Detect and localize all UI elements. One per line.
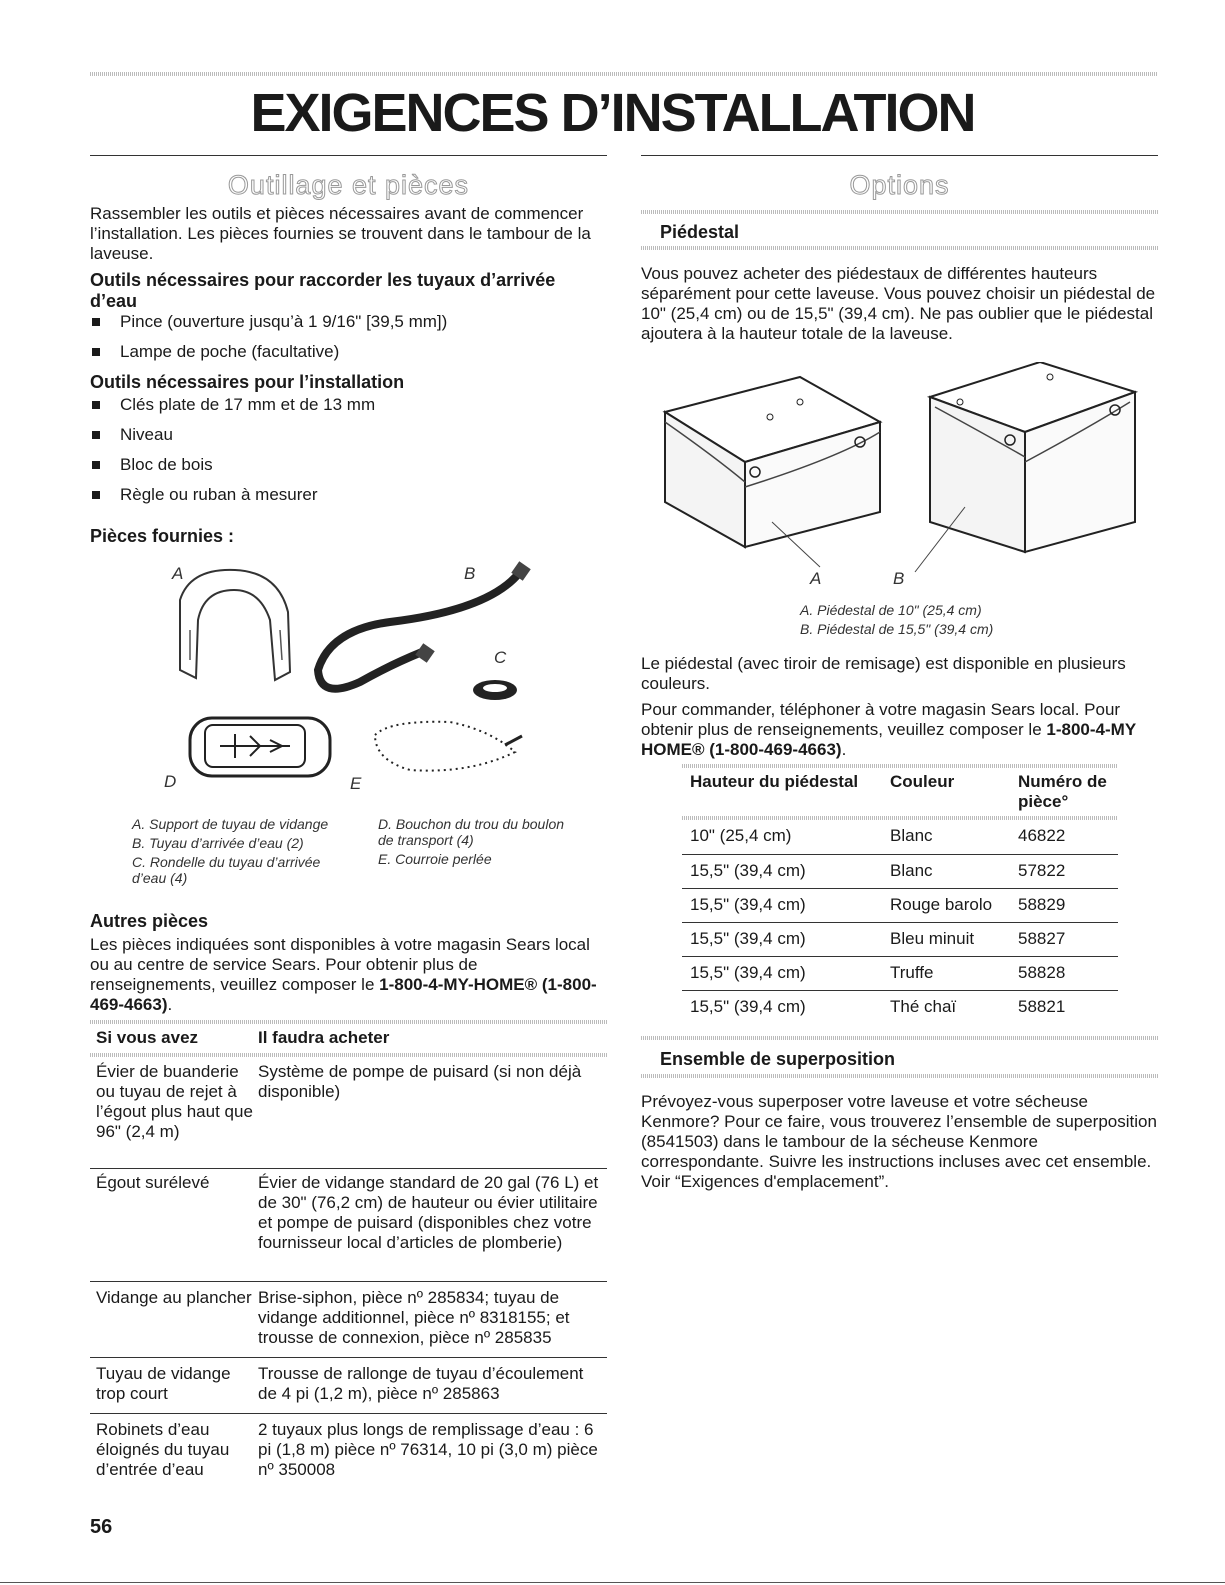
table-header: Il faudra acheter	[258, 1028, 390, 1047]
other-parts-body: Les pièces indiquées sont disponibles à votre magasin Sears local ou au centre de service Sears. Pour obtenir plus de renseignements, veuillez composer le	[90, 935, 590, 994]
pedestal-caption-a: A. Piédestal de 10" (25,4 cm)	[800, 602, 982, 618]
left-section-rule	[90, 155, 607, 156]
table-cell: 15,5" (39,4 cm)	[690, 962, 806, 982]
part-label-b: B	[464, 564, 476, 583]
table-cell: 2 tuyaux plus longs de remplissage d’eau : 6 pi (1,8 m) pièce nº 76314, 10 pi (3,0 m) pièce nº 350008	[258, 1419, 598, 1479]
pedestal-colors-text: Le piédestal (avec tiroir de remisage) est disponible en plusieurs couleurs.	[641, 654, 1126, 693]
table-row	[682, 956, 1118, 990]
right-section-title: Options	[849, 170, 950, 200]
top-hatch-rule	[90, 72, 1158, 76]
table-row	[682, 854, 1118, 888]
table-cell: Bleu minuit	[890, 928, 975, 948]
page-number: 56	[90, 1516, 113, 1538]
list-item: Pince (ouverture jusqu’à 1 9/16" [39,5 mm])	[90, 312, 607, 342]
pedestal-order-text	[641, 700, 1158, 760]
pedestal-hatch-top	[641, 210, 1158, 214]
table-row	[682, 888, 1118, 922]
table-cell: 58828	[1018, 962, 1066, 982]
table-header: Hauteur du piédestal	[690, 772, 859, 791]
table-cell: Truffe	[890, 962, 934, 982]
right-section-rule	[641, 155, 1158, 156]
table-cell: 15,5" (39,4 cm)	[690, 928, 806, 948]
table-cell: Rouge barolo	[890, 894, 993, 914]
table-row	[682, 820, 1118, 854]
left-table-hatch-top	[90, 1020, 607, 1024]
other-parts-heading: Autres pièces	[90, 911, 209, 931]
left-section-title: Outillage et pièces	[227, 170, 470, 200]
list-item: Niveau	[90, 425, 607, 455]
table-row	[90, 1168, 607, 1281]
other-parts-end: .	[167, 995, 173, 1014]
table-row	[682, 922, 1118, 956]
table-row	[90, 1058, 607, 1168]
caption: D. Bouchon du trou du boulon de transport (4)	[378, 816, 565, 848]
table-row	[90, 1413, 607, 1483]
table-cell: Thé chaï	[890, 996, 957, 1016]
tools-hose-list	[90, 312, 607, 362]
table-cell: 15,5" (39,4 cm)	[690, 860, 806, 880]
pedestal-phone: 1-800-4-MY HOME® (1-800-469-4663)	[641, 720, 1136, 759]
part-label-a: A	[172, 564, 184, 583]
table-cell: Brise-siphon, pièce nº 285834; tuyau de vidange additionnel, pièce nº 8318155; et trousse de connexion, pièce nº 285835	[258, 1287, 570, 1347]
table-cell: 15,5" (39,4 cm)	[690, 996, 806, 1016]
table-header: Numéro de pièce°	[1018, 772, 1107, 811]
parts-heading: Pièces fournies :	[90, 526, 235, 546]
other-parts-text	[90, 935, 607, 1015]
pedestal-heading: Piédestal	[660, 222, 740, 242]
stacking-text: Prévoyez-vous superposer votre laveuse et votre sécheuse Kenmore? Pour ce faire, vous trouverez l’ensemble de superposition (8541503) dans le tambour de la sécheuse Kenmore correspondante. Suivre les instructions incluses avec cet ensemble. Voir “Exigences d'emplacement”.	[641, 1092, 1157, 1191]
table-cell: 57822	[1018, 860, 1066, 880]
table-cell: Évier de vidange standard de 20 gal (76 L) et de 30" (76,2 cm) de hauteur ou évier utilitaire et pompe de puisard (disponibles chez votre fournisseur local d’articles de plomberie)	[258, 1172, 599, 1252]
table-header: Si vous avez	[96, 1028, 199, 1047]
pedestal-label-b: B	[893, 569, 905, 588]
table-cell: 58827	[1018, 928, 1066, 948]
list-item: Bloc de bois	[90, 455, 607, 485]
tools-install-heading: Outils nécessaires pour l’installation	[90, 372, 405, 392]
parts-captions-right	[378, 816, 578, 867]
table-row	[90, 1357, 607, 1413]
table-cell: Tuyau de vidange trop court	[96, 1363, 231, 1403]
table-header: Couleur	[890, 772, 955, 791]
parts-captions-left	[132, 816, 372, 886]
page-title: EXIGENCES D’INSTALLATION	[250, 83, 975, 143]
left-table	[90, 1028, 607, 1483]
pedestal-caption-b: B. Piédestal de 15,5" (39,4 cm)	[800, 621, 994, 637]
pedestal-text: Vous pouvez acheter des piédestaux de différentes hauteurs séparément pour cette laveuse. Vous pouvez choisir un piédestal de 10" (25,4 cm) ou de 15,5" (39,4 cm). Ne pas oublier que le piédestal ajoutera à la hauteur totale de la laveuse.	[641, 264, 1156, 343]
table-cell: 46822	[1018, 826, 1066, 845]
stacking-hatch-bottom	[641, 1074, 1158, 1078]
pedestal-label-a: A	[810, 569, 822, 588]
tools-hose-heading: Outils nécessaires pour raccorder les tuyaux d’arrivée d’eau	[90, 270, 556, 311]
caption: B. Tuyau d’arrivée d’eau (2)	[132, 835, 304, 851]
right-table-hatch-top	[682, 764, 1118, 768]
part-label-e: E	[350, 774, 362, 793]
table-cell: Blanc	[890, 826, 933, 845]
caption: A. Support de tuyau de vidange	[132, 816, 329, 832]
table-cell: Blanc	[890, 860, 933, 880]
pedestal-phone-end: .	[841, 740, 847, 759]
other-parts-phone: 1-800-4-MY-HOME® (1-800-469-4663)	[90, 975, 597, 1014]
list-item: Clés plate de 17 mm et de 13 mm	[90, 395, 607, 425]
table-cell: 10" (25,4 cm)	[690, 826, 792, 845]
pedestal-hatch-bottom	[641, 246, 1158, 250]
caption: E. Courroie perlée	[378, 851, 492, 867]
bottom-rule	[0, 1582, 1225, 1583]
left-intro: Rassembler les outils et pièces nécessaires avant de commencer l’installation. Les pièces fournies se trouvent dans le tambour de la laveuse.	[90, 204, 591, 263]
table-cell: Trousse de rallonge de tuyau d’écoulement de 4 pi (1,2 m), pièce nº 285863	[258, 1363, 584, 1403]
table-cell: Égout surélevé	[96, 1172, 210, 1192]
stacking-heading: Ensemble de superposition	[660, 1049, 896, 1069]
table-row	[90, 1281, 607, 1357]
table-cell: Évier de buanderie ou tuyau de rejet à l’égout plus haut que 96" (2,4 m)	[96, 1062, 253, 1141]
part-label-c: C	[494, 648, 507, 667]
table-cell: Robinets d’eau éloignés du tuyau d’entrée d’eau	[96, 1419, 230, 1479]
caption: C. Rondelle du tuyau d’arrivée d’eau (4)	[132, 854, 321, 886]
list-item: Lampe de poche (facultative)	[90, 342, 607, 362]
table-cell: 58829	[1018, 894, 1066, 914]
pedestal-order-body: Pour commander, téléphoner à votre magasin Sears local. Pour obtenir plus de renseignements, veuillez composer le	[641, 700, 1121, 739]
tools-install-list	[90, 395, 607, 505]
parts-illustration	[150, 560, 570, 780]
table-cell: Vidange au plancher	[96, 1287, 252, 1307]
list-item: Règle ou ruban à mesurer	[90, 485, 607, 505]
table-row	[682, 990, 1118, 1024]
table-cell: 58821	[1018, 996, 1066, 1016]
table-cell: 15,5" (39,4 cm)	[690, 894, 806, 914]
table-cell: Système de pompe de puisard (si non déjà disponible)	[258, 1062, 582, 1101]
pedestal-table	[682, 772, 1118, 1024]
pedestal-illustration	[660, 362, 1140, 582]
stacking-hatch-top	[641, 1036, 1158, 1040]
part-label-d: D	[164, 772, 177, 791]
